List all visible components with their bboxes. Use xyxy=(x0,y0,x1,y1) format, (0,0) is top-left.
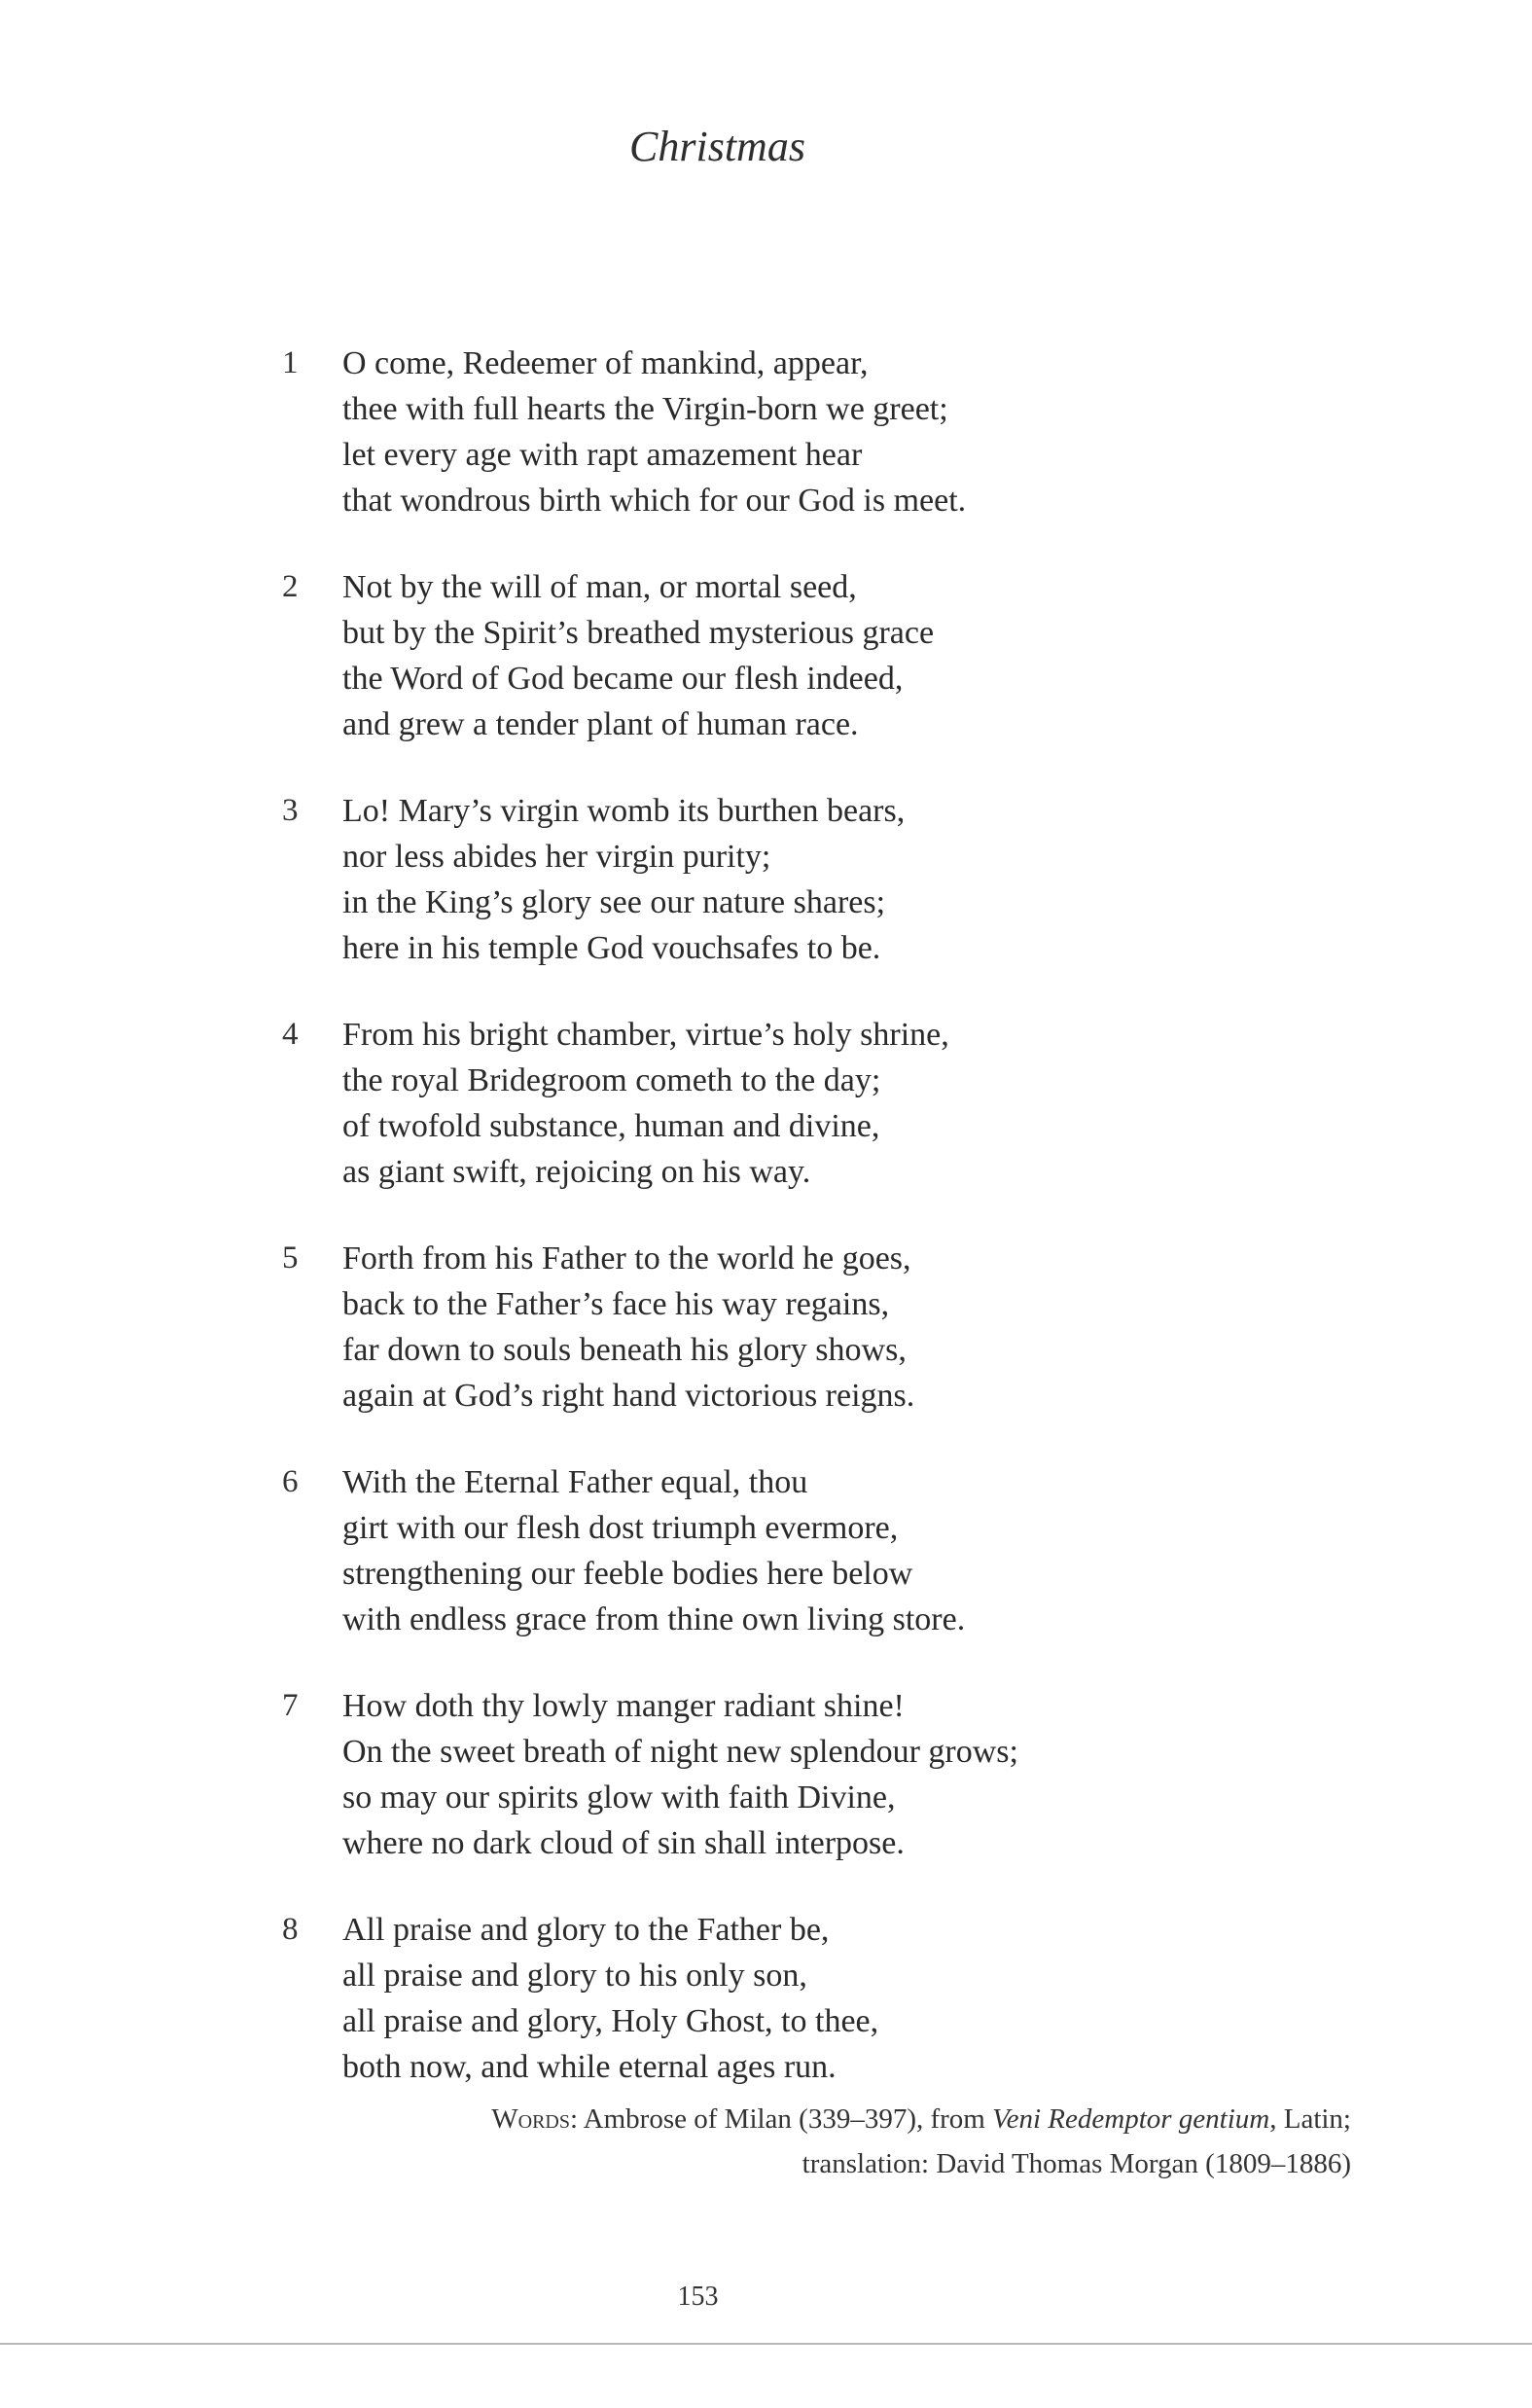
verse-line: again at God’s right hand victorious reigns. xyxy=(342,1378,915,1414)
verse-line: all praise and glory, Holy Ghost, to thee, xyxy=(342,2003,879,2039)
verse-number: 2 xyxy=(282,569,299,604)
verse-line: with endless grace from thine own living store. xyxy=(342,1601,966,1637)
verse-line: girt with our flesh dost triumph evermore, xyxy=(342,1510,899,1546)
verse xyxy=(282,1683,1158,1866)
verse-line: thee with full hearts the Virgin-born we greet; xyxy=(342,391,948,427)
verse-lines xyxy=(342,1907,1158,2090)
verse-line: Forth from his Father to the world he goes, xyxy=(342,1240,911,1276)
verse-lines xyxy=(342,788,1158,971)
verse-line: but by the Spirit’s breathed mysterious grace xyxy=(342,615,935,651)
verse-line: the Word of God became our flesh indeed, xyxy=(342,661,904,697)
verse-number: 7 xyxy=(282,1688,299,1723)
verse-line: With the Eternal Father equal, thou xyxy=(342,1464,808,1500)
verse-line: All praise and glory to the Father be, xyxy=(342,1912,830,1948)
verse xyxy=(282,564,1158,747)
verse-number: 6 xyxy=(282,1464,299,1499)
verse-line: let every age with rapt amazement hear xyxy=(342,437,863,473)
verse xyxy=(282,1012,1158,1195)
verse-line: Lo! Mary’s virgin womb its burthen bears, xyxy=(342,793,906,829)
attribution-translation: translation: David Thomas Morgan (1809–1886) xyxy=(802,2148,1351,2179)
hymn-attribution xyxy=(491,2097,1351,2186)
verse-line: O come, Redeemer of mankind, appear, xyxy=(342,345,869,381)
verse-lines xyxy=(342,1683,1158,1866)
verse-line: and grew a tender plant of human race. xyxy=(342,706,859,742)
verse-line: On the sweet breath of night new splendour grows; xyxy=(342,1734,1018,1770)
attribution-line-1 xyxy=(491,2097,1351,2141)
attribution-source-title: Veni Redemptor gentium xyxy=(992,2103,1270,2135)
verse-line: of twofold substance, human and divine, xyxy=(342,1108,880,1144)
verse xyxy=(282,1907,1158,2090)
verse-line: that wondrous birth which for our God is meet. xyxy=(342,483,967,519)
verse-lines xyxy=(342,1236,1158,1419)
attribution-label: Words: xyxy=(491,2103,579,2135)
hymn-verses xyxy=(282,341,1158,2131)
verse xyxy=(282,341,1158,523)
verse-number: 8 xyxy=(282,1912,299,1947)
verse xyxy=(282,788,1158,971)
verse-line: nor less abides her virgin purity; xyxy=(342,839,771,875)
verse-line: all praise and glory to his only son, xyxy=(342,1958,807,1994)
verse-line: the royal Bridegroom cometh to the day; xyxy=(342,1062,881,1098)
verse-line: where no dark cloud of sin shall interpose. xyxy=(342,1825,905,1861)
verse-line: How doth thy lowly manger radiant shine! xyxy=(342,1688,905,1724)
verse-line: far down to souls beneath his glory shows, xyxy=(342,1332,907,1368)
verse-number: 1 xyxy=(282,345,299,380)
verse-lines xyxy=(342,341,1158,523)
verse-lines xyxy=(342,1459,1158,1642)
verse-line: here in his temple God vouchsafes to be. xyxy=(342,930,881,966)
attribution-language: , Latin; xyxy=(1269,2103,1351,2135)
page-number: 153 xyxy=(677,2282,719,2312)
verse-number: 3 xyxy=(282,793,299,828)
verse xyxy=(282,1459,1158,1642)
verse-lines xyxy=(342,564,1158,747)
verse-lines xyxy=(342,1012,1158,1195)
verse xyxy=(282,1236,1158,1419)
footer-rule xyxy=(0,2343,1532,2345)
verse-line: Not by the will of man, or mortal seed, xyxy=(342,569,857,605)
verse-line: both now, and while eternal ages run. xyxy=(342,2049,837,2085)
verse-line: From his bright chamber, virtue’s holy shrine, xyxy=(342,1017,949,1053)
verse-line: strengthening our feeble bodies here below xyxy=(342,1556,913,1592)
verse-line: back to the Father’s face his way regains, xyxy=(342,1286,890,1322)
verse-number: 4 xyxy=(282,1017,299,1052)
verse-line: as giant swift, rejoicing on his way. xyxy=(342,1154,811,1190)
verse-line: so may our spirits glow with faith Divine, xyxy=(342,1779,896,1815)
verse-number: 5 xyxy=(282,1240,299,1276)
attribution-author: Ambrose of Milan (339–397), from xyxy=(578,2103,993,2135)
page-title: Christmas xyxy=(629,123,805,170)
verse-line: in the King’s glory see our nature shares; xyxy=(342,884,886,920)
